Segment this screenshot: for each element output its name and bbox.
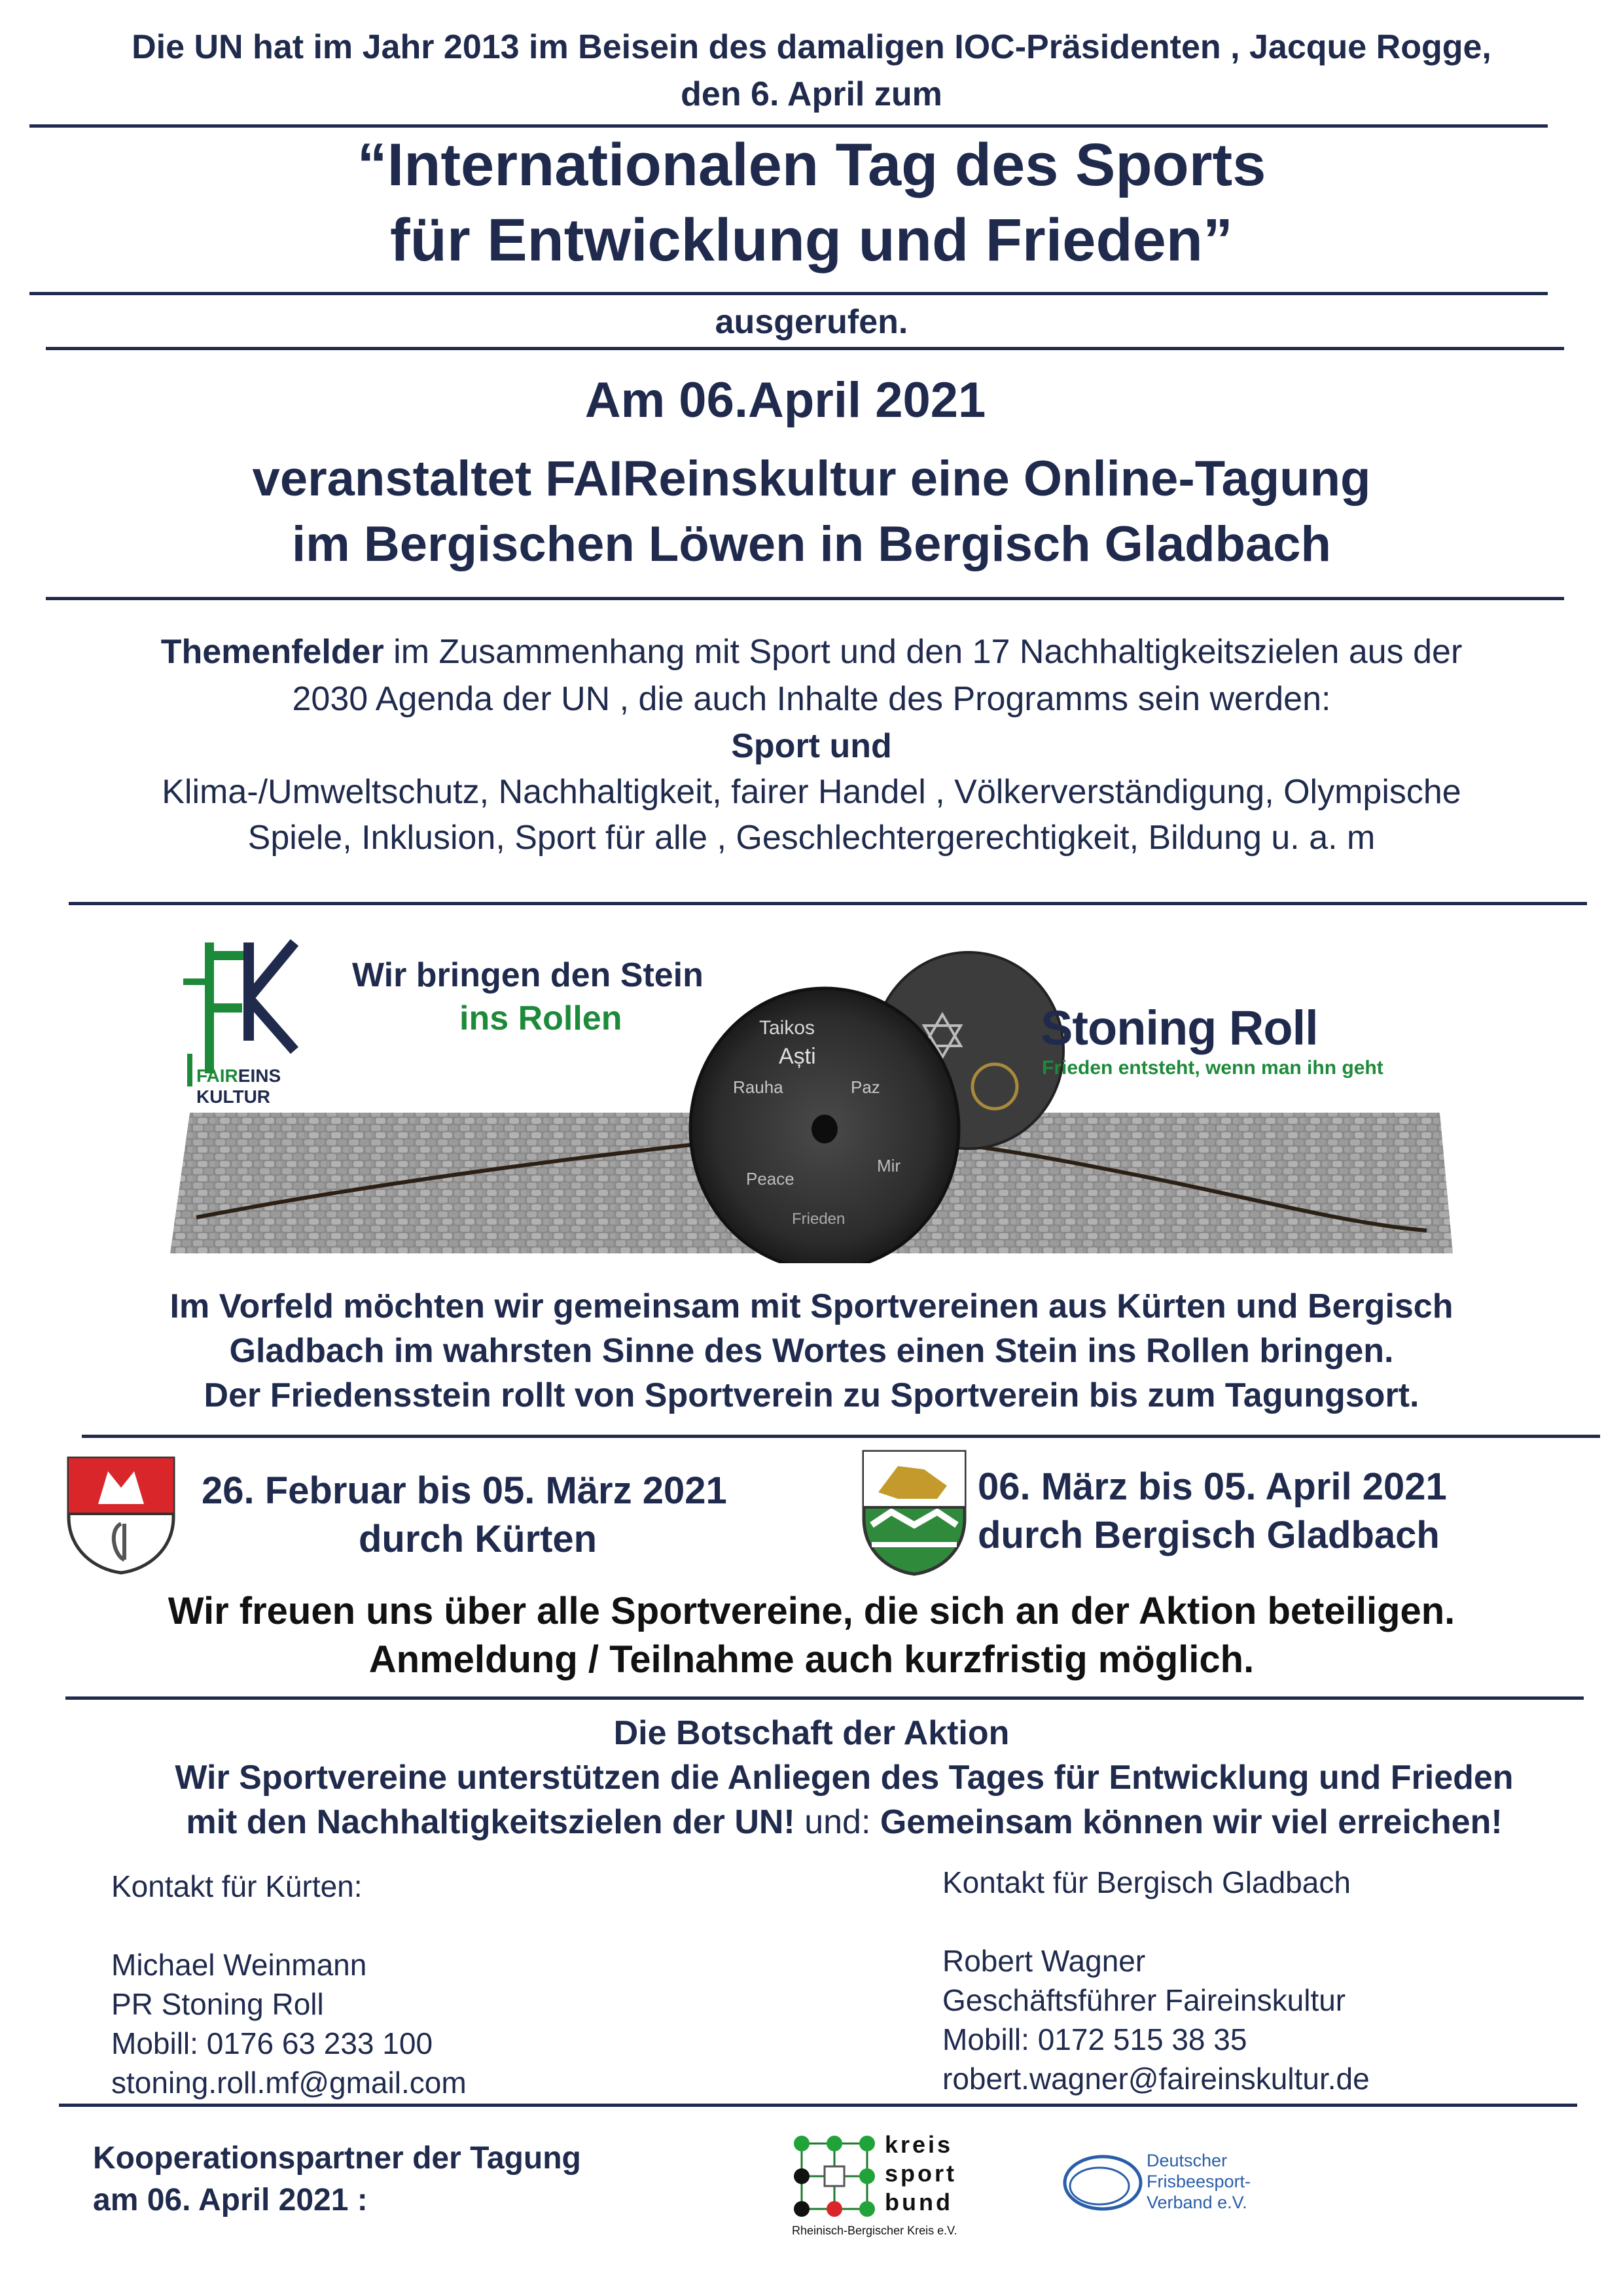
divider [46,347,1564,350]
contact-kuerten-name: Michael Weinmann [111,1948,367,1982]
themes-line-2: 2030 Agenda der UN , die auch Inhalte des Programms sein werden: [292,680,1331,718]
intro-line-2: den 6. April zum [681,75,942,113]
kuerten-coat-of-arms-icon [62,1452,180,1576]
logo-kultur: KULTUR [196,1086,271,1107]
route-kuerten-line-2: durch Kürten [359,1518,597,1560]
headline-line-2: für Entwicklung und Frieden” [390,207,1233,274]
route-bg-line-1: 06. März bis 05. April 2021 [978,1465,1447,1508]
logo-fair: FAIR [196,1066,238,1086]
preface-line-1: Im Vorfeld möchten wir gemeinsam mit Sportvereinen aus Kürten und Bergisch [169,1287,1454,1325]
svg-text:Aști: Aști [779,1044,816,1069]
message-line-2 [0,1803,1623,1842]
contact-bg-heading: Kontakt für Bergisch Gladbach [942,1865,1351,1899]
invite-line-2: Anmeldung / Teilnahme auch kurzfristig möglich. [368,1638,1255,1681]
message-line-1: Wir Sportvereine unterstützen die Anliegen des Tages für Entwicklung und Frieden [175,1759,1514,1797]
contact-kuerten [111,1867,467,2102]
banner [170,923,1453,1263]
route-kuerten-line-1: 26. Februar bis 05. März 2021 [202,1469,727,1512]
themes-line-3: Sport und [731,727,892,765]
dfv-line-2: Frisbeesport- [1147,2172,1251,2191]
svg-text:Paz: Paz [851,1077,880,1097]
contact-bergisch-gladbach [942,1863,1370,2098]
message-line-2-bold: mit den Nachhaltigkeitszielen der UN! [186,1803,795,1841]
event-date: Am 06.April 2021 [584,372,986,428]
ksb-sub: Rheinisch-Bergischer Kreis e.V. [792,2224,957,2237]
logo-fair-eins [196,1066,281,1086]
themes-lead: Themenfelder [160,633,384,671]
message-line-2-mid: und: [794,1803,880,1841]
ksb-line-1: kreis [885,2131,954,2158]
kreissportbund-logo [789,2130,880,2229]
banner-slogan-line-1: Wir bringen den Stein [352,956,704,994]
preface-line-2: Gladbach im wahrsten Sinne des Wortes einen Stein ins Rollen bringen. [229,1332,1394,1370]
contact-kuerten-email[interactable]: stoning.roll.mf@gmail.com [111,2066,467,2100]
dfv-line-3: Verband e.V. [1147,2193,1247,2212]
stoning-roll-brand: Stoning Roll [1041,1001,1318,1055]
logo-eins: EINS [238,1066,281,1086]
divider [29,124,1548,128]
message-line-2-end: Gemeinsam können wir viel erreichen! [880,1803,1503,1841]
ksb-line-2: sport [885,2160,957,2187]
dfv-logo-icon [1060,2150,1145,2215]
contact-kuerten-role: PR Stoning Roll [111,1987,324,2021]
proclaimed-text: ausgerufen. [715,303,908,341]
banner-slogan-line-2: ins Rollen [459,999,622,1037]
contact-kuerten-heading: Kontakt für Kürten: [111,1869,363,1903]
contact-bg-email[interactable]: robert.wagner@faireinskultur.de [942,2062,1370,2096]
message-title: Die Botschaft der Aktion [613,1714,1010,1752]
invite-line-1: Wir freuen uns über alle Sportvereine, die sich an der Aktion beteiligen. [168,1590,1455,1632]
divider [82,1435,1600,1438]
contact-kuerten-phone: Mobill: 0176 63 233 100 [111,2026,433,2060]
contact-bg-role: Geschäftsführer Faireinskultur [942,1983,1346,2017]
ksb-line-3: bund [885,2189,953,2215]
contact-bg-phone: Mobill: 0172 515 38 35 [942,2022,1247,2056]
stoning-roll-tagline: Frieden entsteht, wenn man ihn geht [1042,1057,1383,1079]
themes-line-1 [0,632,1623,672]
contact-bg-name: Robert Wagner [942,1944,1146,1978]
svg-text:Rauha: Rauha [733,1077,783,1097]
themes-line-1-rest: im Zusammenhang mit Sport und den 17 Nachhaltigkeitszielen aus der [383,633,1463,671]
headline-line-1: “Internationalen Tag des Sports [357,132,1266,198]
intro-line-1: Die UN hat im Jahr 2013 im Beisein des damaligen IOC-Präsidenten , Jacque Rogge, [132,28,1491,66]
partners-label-line-1: Kooperationspartner der Tagung [93,2141,581,2176]
event-line-2: im Bergischen Löwen in Bergisch Gladbach [292,516,1331,572]
preface-line-3: Der Friedensstein rollt von Sportverein zu Sportverein bis zum Tagungsort. [204,1376,1419,1414]
partners-label-line-2: am 06. April 2021 : [93,2183,368,2217]
svg-text:Taikos: Taikos [759,1017,815,1039]
divider [69,902,1587,905]
bergisch-gladbach-coat-of-arms-icon [859,1446,970,1577]
divider [46,597,1564,600]
themes-line-4: Klima-/Umweltschutz, Nachhaltigkeit, fairer Handel , Völkerverständigung, Olympische [162,773,1461,811]
svg-text:Peace: Peace [746,1169,794,1189]
divider [59,2104,1577,2107]
dfv-line-1: Deutscher [1147,2151,1228,2170]
divider [29,292,1548,295]
svg-text:Mir: Mir [877,1156,901,1175]
themes-line-5: Spiele, Inklusion, Sport für alle , Geschlechtergerechtigkeit, Bildung u. a. m [247,819,1376,857]
svg-text:Frieden: Frieden [792,1210,846,1228]
divider [65,1696,1584,1700]
route-bg-line-2: durch Bergisch Gladbach [978,1514,1440,1556]
event-line-1: veranstaltet FAIReinskultur eine Online-Tagung [252,451,1371,507]
